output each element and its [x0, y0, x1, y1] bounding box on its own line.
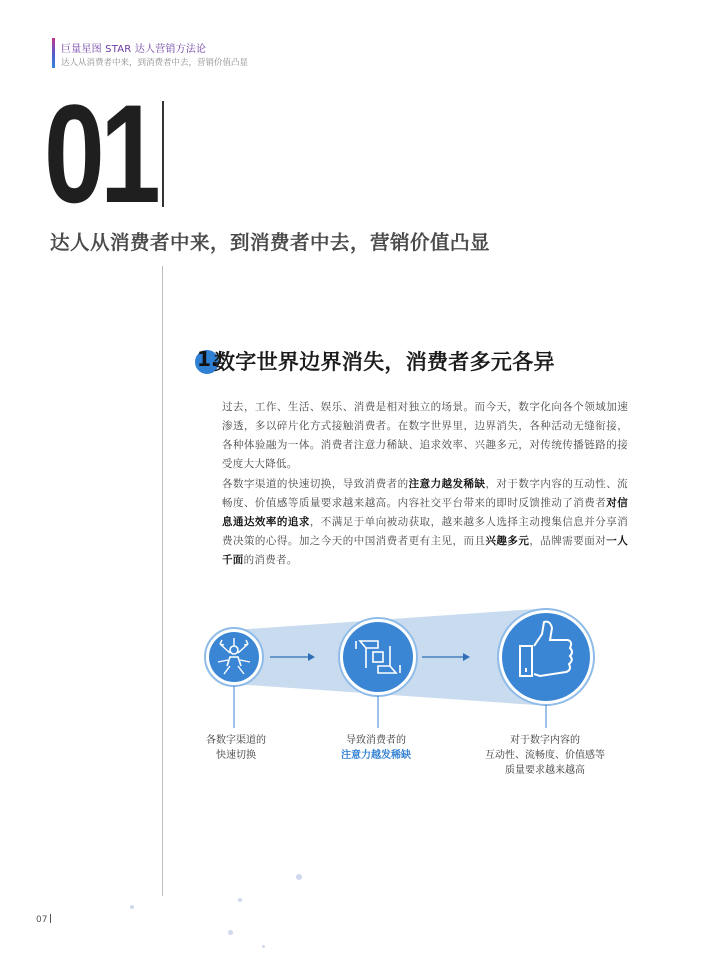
flow-diagram	[190, 600, 610, 735]
paragraph-text: 的消费者。	[243, 554, 298, 566]
section-number: 1.	[197, 347, 219, 371]
decorative-dot	[130, 905, 134, 909]
paragraph-emphasis: 一人千面	[222, 535, 628, 566]
diagram-caption-3	[470, 733, 620, 778]
paragraph-emphasis: 兴趣多元	[485, 535, 530, 547]
caption-line: 快速切换	[216, 750, 256, 761]
thumbs-up-icon	[498, 609, 594, 705]
header-subtitle: 达人从消费者中来，到消费者中去，营销价值凸显	[61, 58, 249, 68]
decorative-dot	[238, 898, 242, 902]
page-number-text: 07	[36, 915, 48, 925]
diagram-caption-2	[316, 733, 436, 763]
paragraph-text: ，对于数字内容的互动性、流畅度、价值感等质量要求越来越高。内容社交平台带来的即时反馈推动了消费者	[222, 478, 628, 509]
decorative-dot	[296, 874, 302, 880]
caption-line: 各数字渠道的	[206, 735, 266, 746]
page-number-divider	[50, 914, 51, 923]
header-accent-bar	[52, 38, 55, 68]
body-paragraph-1: 过去，工作、生活、娱乐、消费是相对独立的场景。而今天，数字化向各个领域加速渗透，多以碎片化方式接触消费者。在数字世界里，边界消失，各种活动无缝衔接，各种体验融为一体。消费者注意力稀缺、追求效率、兴趣多元，对传统传播链路的接受度大大降低。	[222, 401, 628, 470]
handshake-hands-icon	[339, 618, 417, 696]
left-vertical-rule	[162, 266, 163, 896]
section-title: 数字世界边界消失，消费者多元各异	[214, 350, 555, 374]
decorative-dot	[228, 930, 233, 935]
diagram-caption-1	[186, 733, 286, 763]
paragraph-text: ，品牌需要面对	[529, 535, 607, 547]
caption-line: 对于数字内容的	[510, 735, 580, 746]
caption-line: 互动性、流畅度、价值感等	[485, 750, 605, 761]
caption-line: 导致消费者的	[346, 735, 406, 746]
paragraph-emphasis: 对信息通达效率的追求	[222, 497, 628, 528]
body-paragraph-2	[222, 475, 628, 570]
caption-line: 质量要求越来越高	[505, 765, 585, 776]
chapter-number-divider	[162, 101, 164, 207]
caption-highlight: 注意力越发稀缺	[341, 750, 411, 761]
header-title: 巨量星图 STAR 达人营销方法论	[61, 44, 207, 55]
chapter-title: 达人从消费者中来，到消费者中去，营销价值凸显	[50, 231, 491, 254]
network-person-icon	[205, 628, 263, 686]
paragraph-text: ，不满足于单向被动获取，越来越多人选择主动搜集信息并分享消费决策的心得。加之今天的中国消费者更有主见，而且	[222, 516, 628, 547]
decorative-dot	[262, 945, 265, 948]
chapter-number: 01	[44, 75, 157, 232]
page-number	[36, 914, 51, 925]
paragraph-text: 各数字渠道的快速切换，导致消费者的	[222, 478, 409, 490]
paragraph-emphasis: 注意力越发稀缺	[408, 478, 486, 490]
